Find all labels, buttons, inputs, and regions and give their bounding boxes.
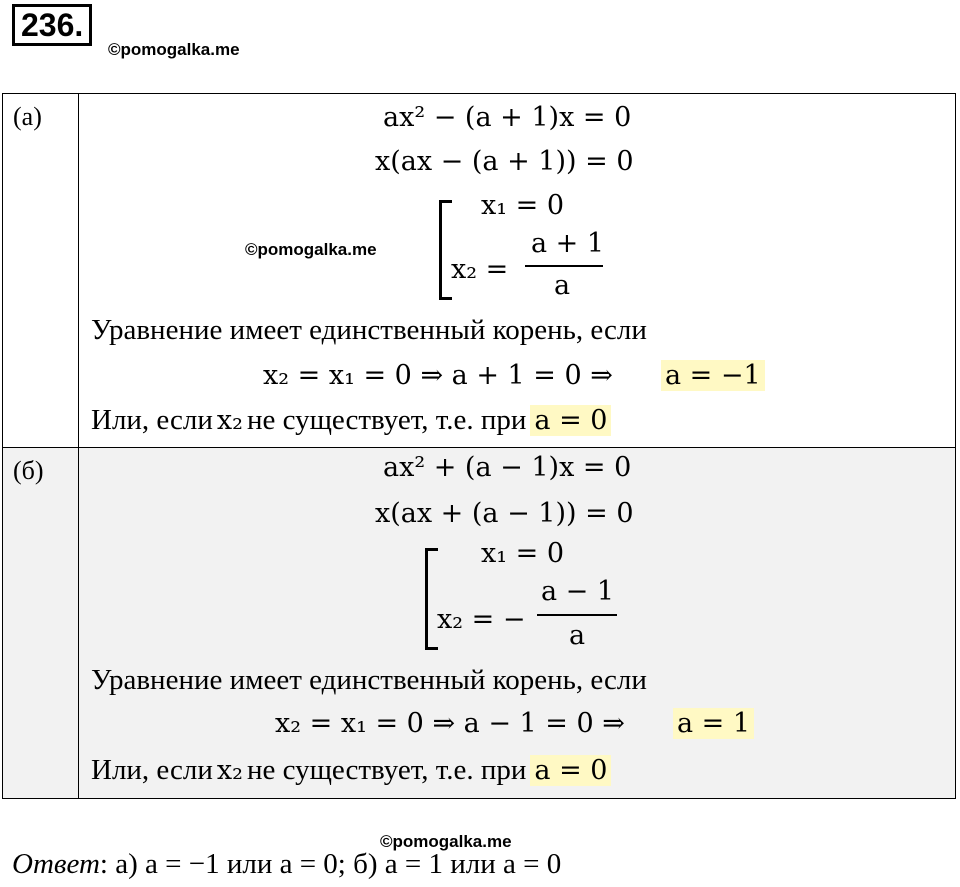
part-b-x2-denominator: a	[569, 620, 586, 651]
part-a-text2-pre: Или, если	[91, 404, 213, 436]
row-a	[3, 94, 955, 448]
part-a-text2-var: x₂	[216, 405, 243, 436]
fraction-line-a	[525, 265, 603, 267]
part-b-text2	[91, 754, 611, 787]
part-b-eq1: ax² + (a − 1)x = 0	[383, 452, 632, 483]
part-b-x2-numerator: a − 1	[541, 576, 615, 607]
part-a-x2-numerator: a + 1	[531, 228, 605, 259]
part-a-result2: a = 0	[530, 405, 611, 436]
part-a-x1: x₁ = 0	[481, 190, 565, 221]
part-b-text2-var: x₂	[216, 755, 243, 786]
watermark-middle: ©pomogalka.me	[245, 240, 377, 259]
part-a-eq2: x(ax − (a + 1)) = 0	[375, 146, 634, 177]
part-a-text2-post: не существует, т.е. при	[246, 404, 527, 436]
answer-label: Ответ	[12, 848, 100, 880]
part-a-text1: Уравнение имеет единственный корень, если	[91, 314, 647, 346]
part-a-text2	[91, 404, 611, 437]
system-bracket-a	[439, 200, 452, 300]
fraction-line-b	[537, 614, 617, 616]
part-b-eq2: x(ax + (a − 1)) = 0	[375, 498, 634, 529]
watermark-bottom: ©pomogalka.me	[380, 832, 512, 851]
part-a-result1: a = −1	[661, 360, 765, 391]
part-b-text2-pre: Или, если	[91, 754, 213, 786]
part-b-result2: a = 0	[530, 755, 611, 786]
row-b	[3, 448, 955, 798]
part-a-eq1: ax² − (a + 1)x = 0	[383, 102, 632, 133]
part-b-label: (б)	[13, 456, 44, 485]
problem-number: 236.	[12, 4, 92, 46]
part-a-label: (а)	[13, 102, 42, 131]
part-b-x2-left: x₂ = −	[437, 604, 526, 635]
part-a-x2-denominator: a	[554, 270, 571, 301]
part-a-x2-left: x₂ =	[451, 254, 509, 285]
part-b-x1: x₁ = 0	[481, 538, 565, 569]
solution-table	[2, 93, 956, 799]
answer-line	[12, 848, 561, 881]
watermark-top: ©pomogalka.me	[108, 40, 240, 59]
part-a-chain: x₂ = x₁ = 0 ⇒ a + 1 = 0 ⇒	[263, 360, 613, 391]
part-b-chain: x₂ = x₁ = 0 ⇒ a − 1 = 0 ⇒	[275, 708, 625, 739]
part-b-text2-post: не существует, т.е. при	[246, 754, 527, 786]
column-separator	[78, 94, 79, 798]
part-b-text1: Уравнение имеет единственный корень, если	[91, 664, 647, 696]
part-b-result1: a = 1	[673, 708, 754, 739]
answer-text: : а) a = −1 или a = 0; б) a = 1 или a = 0	[99, 848, 562, 880]
